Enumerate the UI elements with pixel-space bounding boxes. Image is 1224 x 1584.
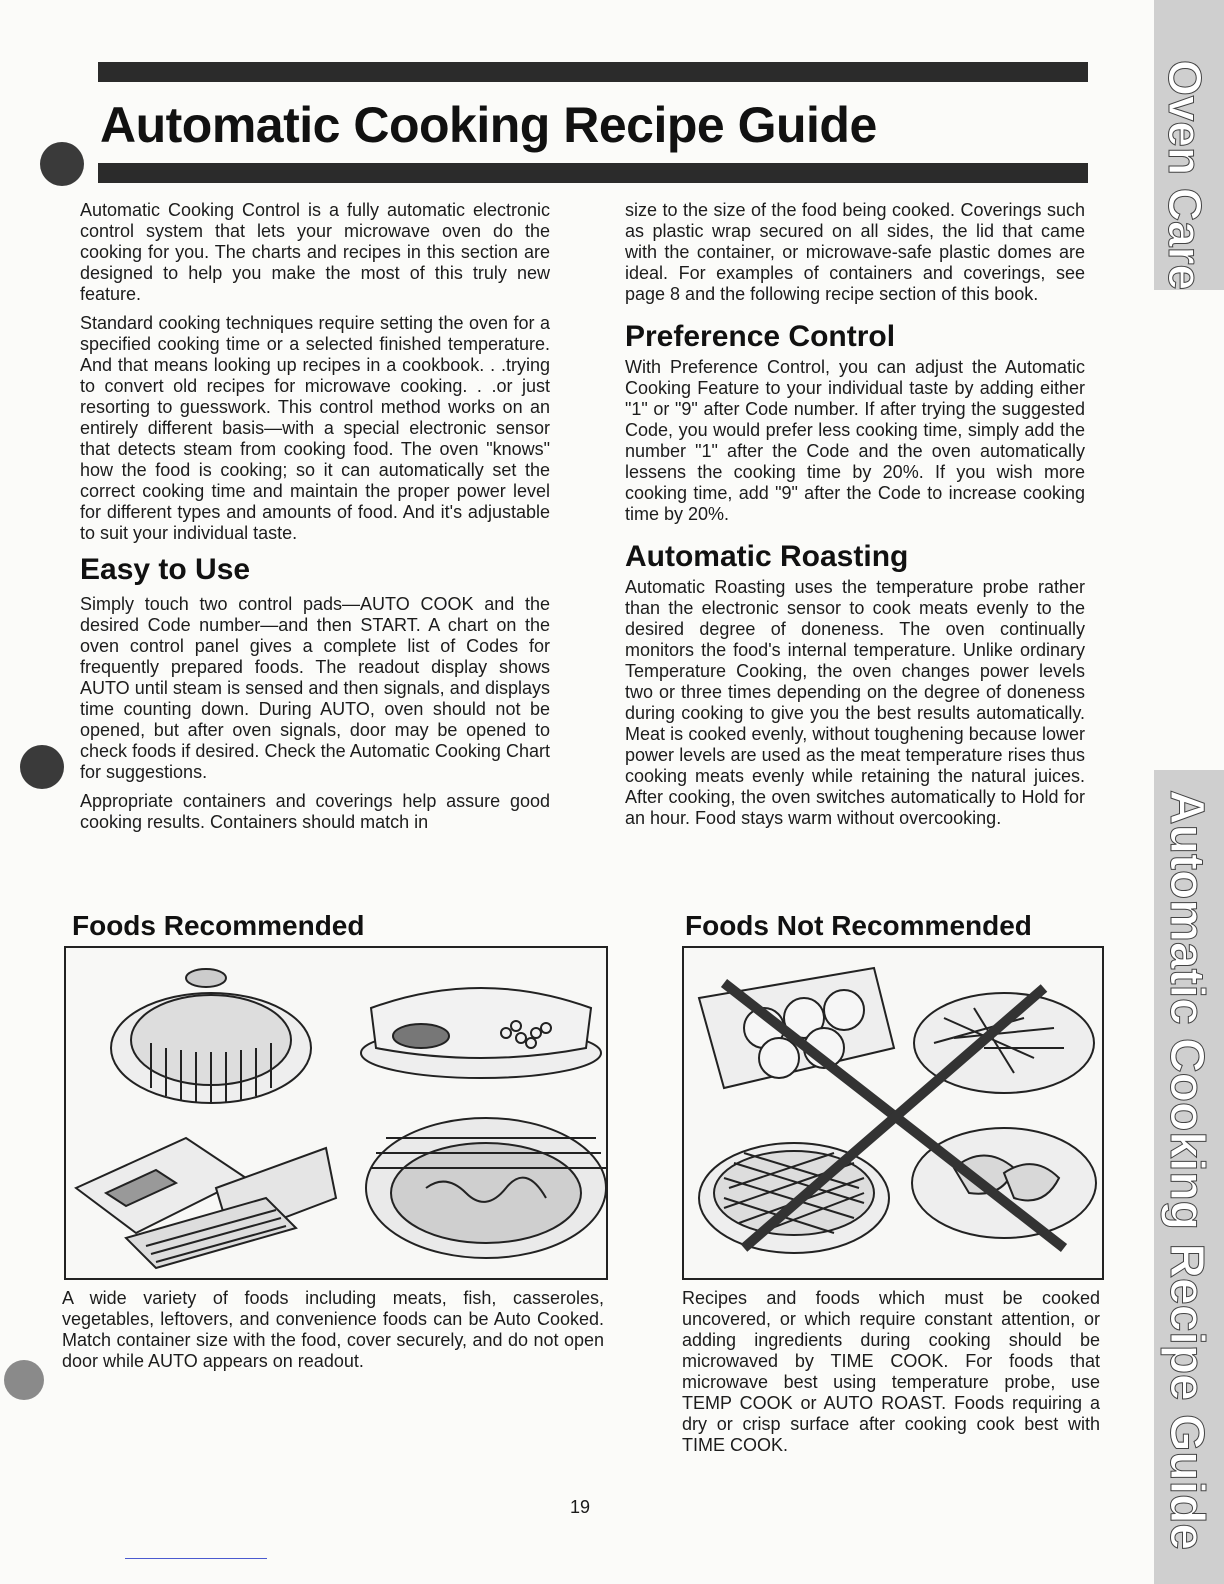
foods-not-recommended-drawing	[684, 948, 1102, 1278]
easy-to-use-heading: Easy to Use	[80, 553, 251, 586]
right-column	[625, 200, 1085, 829]
side-tab-oven-care	[1154, 0, 1224, 290]
page-number: 19	[569, 1497, 591, 1517]
side-tab-recipe-guide-label: Automatic Cooking Recipe Guide	[1160, 790, 1213, 1551]
preference-control-heading: Preference Control	[625, 320, 896, 353]
punch-hole-middle	[20, 745, 64, 789]
punch-hole-top	[40, 142, 84, 186]
left-column	[80, 200, 550, 833]
foods-not-recommended-illustration	[682, 946, 1104, 1280]
containers-continued-paragraph: size to the size of the food being cooked. Coverings such as plastic wrap secured on all sides, the lid that came with the container, or microwave-safe plastic domes are ideal. For examples of containers and coverings, see page 8 and the following recipe section of this book.	[625, 200, 1085, 304]
punch-hole-bottom	[4, 1360, 44, 1400]
automatic-roasting-heading: Automatic Roasting	[625, 540, 909, 573]
foods-not-recommended-caption: Recipes and foods which must be cooked uncovered, or which require constant attention, or adding ingredients during cooking should be microwaved by TIME COOK. For foods that microwave best using temperature probe, use TEMP COOK or AUTO ROAST. Foods requiring a dry or crisp surface after cooking cook best with TIME COOK.	[682, 1288, 1100, 1455]
foods-recommended-caption: A wide variety of foods including meats, fish, casseroles, vegetables, leftovers, and convenience foods can be Auto Cooked. Match container size with the food, cover securely, and do not open door while AUTO appears on readout.	[62, 1288, 604, 1371]
easy-paragraph-1: Simply touch two control pads—AUTO COOK and the desired Code number—and then START. A chart on the oven control panel gives a complete list of Codes for frequently prepared foods. The readout display shows AUTO until steam is sensed and then signals, and displays time counting down. During AUTO, oven should not be opened, but after oven signals, door may be opened to check foods if desired. Check the Automatic Cooking Chart for suggestions.	[80, 594, 550, 782]
foods-recommended-illustration	[64, 946, 608, 1280]
side-tab-recipe-guide	[1154, 770, 1224, 1584]
intro-paragraph-1: Automatic Cooking Control is a fully automatic electronic control system that lets your microwave oven do the cooking for you. The charts and recipes in this section are designed to help you make the most of this truly new feature.	[80, 200, 550, 304]
foods-not-recommended-heading: Foods Not Recommended	[685, 910, 1032, 941]
foods-recommended-heading: Foods Recommended	[72, 910, 365, 941]
page-title: Automatic Cooking Recipe Guide	[100, 97, 877, 153]
intro-paragraph-2: Standard cooking techniques require setting the oven for a specified cooking time or a selected finished temperature. And that means looking up recipes in a cookbook. . .trying to convert old recipes for microwave cooking. . .or just resorting to guesswork. This control method works on an entirely different basis—with a special electronic sensor that detects steam from cooking food. The oven "knows" how the food is cooking; so it can automatically set the correct cooking time and maintain the proper power level for different types and amounts of food. And it's adjustable to suit your individual taste.	[80, 313, 550, 543]
automatic-roasting-paragraph: Automatic Roasting uses the temperature probe rather than the electronic sensor to cook meats evenly to the desired degree of doneness. The oven continually monitors the food's internal temperature. Unlike ordinary Temperature Cooking, the oven changes power levels two or three times depending on the degree of doneness during cooking to give you the best results automatically. Meat is cooked evenly, without toughening because lower power levels are used as the meat temperature rises thus cooking meats evenly while retaining the natural juices. After cooking, the oven switches automatically to Hold for an hour. Food stays warm without overcooking.	[625, 577, 1085, 828]
foods-recommended-drawing	[66, 948, 606, 1278]
side-tab-oven-care-label: Oven Care	[1159, 60, 1211, 291]
easy-paragraph-2: Appropriate containers and coverings help assure good cooking results. Containers should match in	[80, 791, 550, 832]
header-rule-top	[98, 62, 1088, 82]
header-rule-bottom	[98, 163, 1088, 183]
preference-control-paragraph: With Preference Control, you can adjust the Automatic Cooking Feature to your individual taste by adding either "1" or "9" after Code number. If after trying the suggested Code, you would prefer less cooking time, simply add the number "1" after the Code and the oven automatically lessens the cooking time by 20%. If you wish more cooking time, add "9" after the Code to increase cooking time by 20%.	[625, 357, 1085, 524]
footer-rule	[125, 1558, 267, 1559]
